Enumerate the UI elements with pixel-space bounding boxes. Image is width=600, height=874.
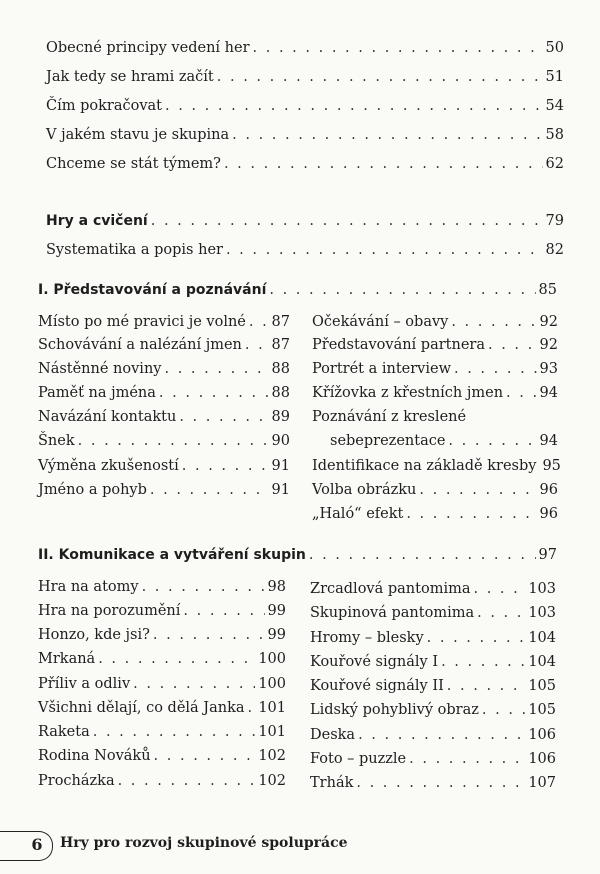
- entry-page: 87: [271, 314, 290, 330]
- toc-entry: [38, 578, 286, 596]
- entry-label: Procházka: [38, 773, 115, 789]
- entry-page: 82: [545, 242, 564, 258]
- entry-page: 99: [267, 627, 286, 643]
- entry-page: 92: [539, 337, 558, 353]
- toc-entry: [38, 432, 290, 450]
- leader-dots: [253, 39, 543, 57]
- leader-dots: [153, 626, 265, 644]
- entry-page: 107: [528, 775, 556, 791]
- leader-dots: [165, 97, 543, 115]
- toc-entry: [312, 360, 558, 378]
- leader-dots: [356, 774, 525, 792]
- toc-entry: [46, 126, 564, 144]
- toc-entry: [310, 580, 556, 598]
- toc-entry: [310, 774, 556, 792]
- toc-entry: [46, 97, 564, 115]
- leader-dots: [154, 747, 256, 765]
- leader-dots: [179, 408, 268, 426]
- leader-dots: [358, 726, 525, 744]
- toc-entry: [310, 604, 556, 622]
- entry-page: 106: [528, 727, 556, 743]
- toc-entry: [312, 384, 558, 402]
- entry-label-continued: sebeprezentace: [330, 433, 446, 449]
- leader-dots: [224, 155, 543, 173]
- entry-label: Šnek: [38, 433, 75, 449]
- toc-entry: [38, 602, 286, 620]
- section-heading: [38, 281, 557, 299]
- entry-label: Očekávání – obavy: [312, 314, 449, 330]
- leader-dots: [183, 602, 264, 620]
- entry-label: Rodina Nováků: [38, 748, 151, 764]
- leader-dots: [269, 281, 535, 299]
- leader-dots: [451, 313, 536, 331]
- entry-label: Paměť na jména: [38, 385, 156, 401]
- entry-label: Kouřové signály II: [310, 678, 444, 694]
- toc-entry: [38, 384, 290, 402]
- entry-label: Mrkaná: [38, 651, 96, 667]
- leader-dots: [249, 313, 269, 331]
- toc-entry: [38, 408, 290, 426]
- entry-label: Hra na atomy: [38, 579, 139, 595]
- entry-page: 51: [545, 69, 564, 85]
- leader-dots: [309, 546, 536, 564]
- toc-entry: [312, 313, 558, 331]
- leader-dots: [406, 505, 536, 523]
- entry-label: Příliv a odliv: [38, 676, 131, 692]
- entry-page: 103: [528, 581, 556, 597]
- heading-page: 79: [545, 213, 564, 229]
- toc-entry: [310, 750, 556, 768]
- leader-dots: [78, 432, 269, 450]
- entry-page: 100: [258, 651, 286, 667]
- entry-label: Trhák: [310, 775, 354, 791]
- toc-entry: [38, 457, 290, 475]
- toc-entry: [310, 677, 556, 695]
- entry-label: Místo po mé pravici je volné: [38, 314, 246, 330]
- entry-page: 105: [528, 702, 556, 718]
- entry-label: Portrét a interview: [312, 361, 451, 377]
- entry-page: 99: [267, 603, 286, 619]
- entry-page: 87: [271, 337, 290, 353]
- leader-dots: [118, 772, 256, 790]
- section-page: 97: [538, 547, 557, 563]
- toc-entry: [38, 699, 286, 717]
- toc-entry: [46, 68, 564, 86]
- leader-dots: [164, 360, 268, 378]
- entry-label: Čím pokračovat: [46, 98, 162, 114]
- toc-entry: [310, 629, 556, 647]
- leader-dots: [409, 750, 525, 768]
- section-label: II. Komunikace a vytváření skupin: [38, 547, 306, 563]
- entry-page: 50: [545, 40, 564, 56]
- entry-page: 91: [271, 458, 290, 474]
- toc-entry: [310, 653, 556, 671]
- entry-label: Lidský pohyblivý obraz: [310, 702, 479, 718]
- entry-page: 91: [271, 482, 290, 498]
- toc-entry: [46, 241, 564, 259]
- entry-label: Jak tedy se hrami začít: [46, 69, 214, 85]
- leader-dots: [245, 336, 269, 354]
- entry-label: Nástěnné noviny: [38, 361, 162, 377]
- entry-page: 96: [539, 482, 558, 498]
- entry-label: „Haló“ efekt: [312, 506, 404, 522]
- entry-page: 62: [545, 156, 564, 172]
- entry-label: V jakém stavu je skupina: [46, 127, 230, 143]
- entry-label: Poznávání z kreslené: [312, 409, 467, 425]
- entry-label: Schovávání a nalézání jmen: [38, 337, 242, 353]
- toc-entry: [310, 701, 556, 719]
- leader-dots: [182, 457, 269, 475]
- toc-entry: [312, 505, 558, 523]
- leader-dots: [454, 360, 537, 378]
- entry-label: Honzo, kde jsi?: [38, 627, 150, 643]
- entry-page: 95: [542, 458, 561, 474]
- entry-page: 54: [545, 98, 564, 114]
- toc-entry: [38, 313, 290, 331]
- entry-label: Raketa: [38, 724, 90, 740]
- entry-label: Všichni dělají, co dělá Janka: [38, 700, 245, 716]
- leader-dots: [427, 629, 526, 647]
- toc-entry: [312, 336, 558, 354]
- leader-dots: [133, 675, 255, 693]
- leader-dots: [441, 653, 525, 671]
- section-heading: [38, 546, 557, 564]
- entry-page: 94: [539, 433, 558, 449]
- entry-page: 88: [271, 385, 290, 401]
- toc-entry: [38, 336, 290, 354]
- entry-page: 93: [539, 361, 558, 377]
- leader-dots: [419, 481, 536, 499]
- leader-dots: [448, 432, 536, 450]
- entry-page: 102: [258, 748, 286, 764]
- entry-page: 98: [267, 579, 286, 595]
- entry-label: Deska: [310, 727, 356, 743]
- leader-dots: [93, 723, 256, 741]
- entry-page: 102: [258, 773, 286, 789]
- entry-page: 103: [528, 605, 556, 621]
- entry-label: Hra na porozumění: [38, 603, 181, 619]
- toc-entry: [312, 481, 558, 499]
- entry-label: Chceme se stát týmem?: [46, 156, 221, 172]
- entry-page: 104: [528, 630, 556, 646]
- entry-label: Výměna zkušeností: [38, 458, 179, 474]
- toc-heading: [46, 212, 564, 230]
- entry-label: Kouřové signály I: [310, 654, 439, 670]
- leader-dots: [98, 650, 255, 668]
- section-label: I. Představování a poznávání: [38, 282, 267, 298]
- entry-page: 94: [539, 385, 558, 401]
- entry-label: Navázání kontaktu: [38, 409, 177, 425]
- toc-entry: [312, 457, 561, 475]
- entry-label: Hromy – blesky: [310, 630, 424, 646]
- heading-label: Hry a cvičení: [46, 213, 148, 229]
- toc-entry: [38, 481, 290, 499]
- leader-dots: [248, 699, 256, 717]
- toc-entry: [38, 626, 286, 644]
- leader-dots: [142, 578, 265, 596]
- toc-entry: [46, 155, 564, 173]
- running-footer-title: Hry pro rozvoj skupinové spolupráce: [60, 835, 348, 851]
- leader-dots: [232, 126, 542, 144]
- entry-label: Volba obrázku: [312, 482, 417, 498]
- entry-label: Skupinová pantomima: [310, 605, 475, 621]
- leader-dots: [159, 384, 269, 402]
- leader-dots: [217, 68, 543, 86]
- entry-label: Obecné principy vedení her: [46, 40, 250, 56]
- toc-entry: [38, 723, 286, 741]
- leader-dots: [488, 336, 537, 354]
- entry-label: Zrcadlová pantomima: [310, 581, 471, 597]
- entry-page: 101: [258, 724, 286, 740]
- entry-page: 92: [539, 314, 558, 330]
- leader-dots: [150, 481, 269, 499]
- entry-label: Identifikace na základě kresby: [312, 458, 537, 474]
- entry-label: Systematika a popis her: [46, 242, 223, 258]
- entry-label: Jméno a pohyb: [38, 482, 147, 498]
- toc-entry: [38, 772, 286, 790]
- toc-entry: [38, 675, 286, 693]
- entry-page: 90: [271, 433, 290, 449]
- toc-entry: [38, 360, 290, 378]
- entry-page: 88: [271, 361, 290, 377]
- toc-entry: [38, 650, 286, 668]
- leader-dots: [506, 384, 537, 402]
- leader-dots: [151, 212, 543, 230]
- entry-page: 58: [545, 127, 564, 143]
- leader-dots: [482, 701, 525, 719]
- leader-dots: [447, 677, 526, 695]
- entry-page: 104: [528, 654, 556, 670]
- entry-page: 96: [539, 506, 558, 522]
- toc-entry: [330, 432, 558, 450]
- leader-dots: [473, 580, 525, 598]
- leader-dots: [226, 241, 543, 259]
- entry-page: 100: [258, 676, 286, 692]
- entry-page: 106: [528, 751, 556, 767]
- entry-page: 89: [271, 409, 290, 425]
- section-page: 85: [538, 282, 557, 298]
- toc-entry: [46, 39, 564, 57]
- entry-page: 105: [528, 678, 556, 694]
- toc-entry: [38, 747, 286, 765]
- toc-entry: [310, 726, 556, 744]
- entry-label: Foto – puzzle: [310, 751, 407, 767]
- entry-label: Křížovka z křestních jmen: [312, 385, 504, 401]
- entry-label: Představování partnera: [312, 337, 485, 353]
- leader-dots: [477, 604, 525, 622]
- page-number: 6: [31, 835, 43, 854]
- entry-page: 101: [258, 700, 286, 716]
